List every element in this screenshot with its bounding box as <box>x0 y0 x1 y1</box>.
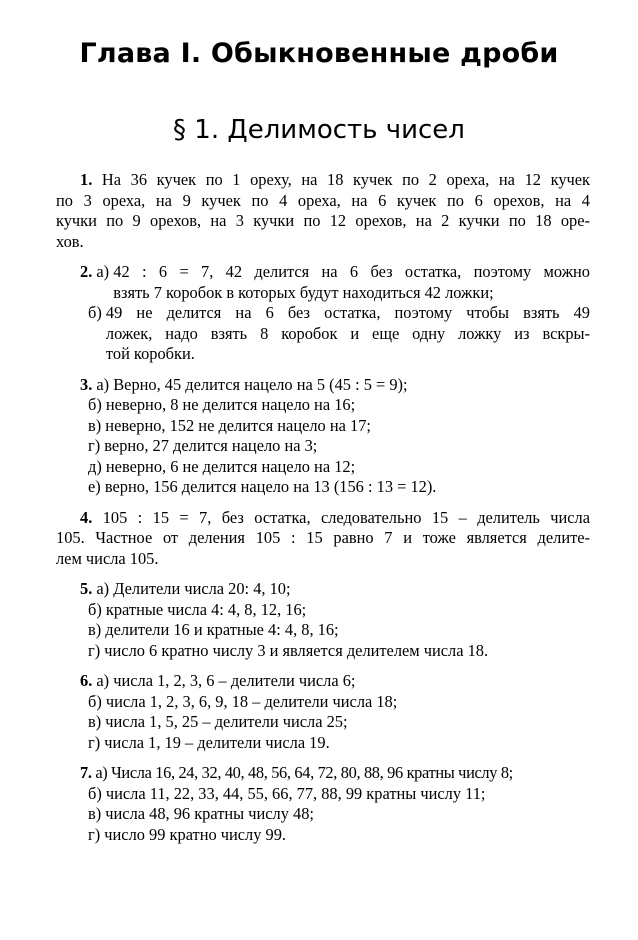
problem-7 <box>56 763 590 845</box>
problem-text: 105 : 15 = 7, без остатка, следовательно 15 – делитель числа <box>102 507 590 527</box>
problem-line: б) числа 1, 2, 3, 6, 9, 18 – делители числа 18; <box>88 691 398 711</box>
problem-number: 4. <box>80 507 93 527</box>
problem-line: д) неверно, 6 не делится нацело на 12; <box>88 456 356 476</box>
problem-number: 1. <box>80 170 93 189</box>
sub-item-a <box>56 262 590 303</box>
sub-item-lead <box>80 262 113 303</box>
problem-3 <box>56 375 590 498</box>
problem-line: г) число 99 кратно числу 99. <box>88 824 287 844</box>
problem-line <box>56 508 590 529</box>
problem-text: а) Верно, 45 делится нацело на 5 (45 : 5 = 9); <box>96 374 408 394</box>
problem-line <box>56 579 590 600</box>
problem-line: 105. Частное от деления 105 : 15 равно 7 и тоже является делите- <box>56 528 590 547</box>
sub-item-body <box>106 303 590 365</box>
problem-text: а) Числа 16, 24, 32, 40, 48, 56, 64, 72, 80, 88, 96 кратны числу 8; <box>95 763 513 782</box>
problem-line: в) неверно, 152 не делится нацело на 17; <box>88 415 371 435</box>
problem-text: а) Делители числа 20: 4, 10; <box>96 579 291 598</box>
problem-line: в) числа 1, 5, 25 – делители числа 25; <box>88 712 348 731</box>
problem-4 <box>56 508 590 570</box>
problem-number: 3. <box>80 374 93 394</box>
problem-number: 2. <box>80 262 93 281</box>
problem-number: 5. <box>80 579 93 598</box>
problem-line: в) числа 48, 96 кратны числу 48; <box>88 804 314 823</box>
problem-text: а) числа 1, 2, 3, 6 – делители числа 6; <box>96 671 356 690</box>
sub-item-body <box>113 262 590 303</box>
problem-line: хов. <box>56 231 84 251</box>
problem-5 <box>56 579 590 661</box>
problem-6 <box>56 671 590 753</box>
problem-line: в) делители 16 и кратные 4: 4, 8, 16; <box>88 620 339 639</box>
problem-line: ложек, надо взять 8 коробок и еще одну ложку из вскры- <box>105 323 590 343</box>
sub-item-b <box>56 303 590 365</box>
problem-text: На 36 кучек по 1 ореху, на 18 кучек по 2 ореха, на 12 кучек <box>101 170 590 189</box>
problem-number: 7. <box>80 763 92 782</box>
problem-line: б) неверно, 8 не делится нацело на 16; <box>88 395 356 414</box>
problem-line: е) верно, 156 делится нацело на 13 (156 : 13 = 12). <box>88 477 437 496</box>
solutions-content <box>56 170 590 855</box>
problem-line: кучки по 9 орехов, на 3 кучки по 12 орехов, на 2 кучки по 18 оре- <box>56 211 590 230</box>
problem-2 <box>56 262 590 365</box>
sub-item-letter: а) <box>96 262 110 281</box>
problem-line: г) числа 1, 19 – делители числа 19. <box>88 732 330 752</box>
problem-line <box>56 763 590 784</box>
section-title: § 1. Делимость чисел <box>173 115 465 145</box>
problem-line: взять 7 коробок в которых будут находиться 42 ложки; <box>113 282 494 302</box>
problem-line: лем числа 105. <box>56 548 159 568</box>
problem-line: б) кратные числа 4: 4, 8, 12, 16; <box>88 599 307 619</box>
problem-line: 49 не делится на 6 без остатка, поэтому чтобы взять 49 <box>105 303 590 322</box>
sub-item-letter: б) <box>88 303 102 322</box>
problem-line: г) число 6 кратно числу 3 и является делителем числа 18. <box>88 640 489 660</box>
problem-line: 42 : 6 = 7, 42 делится на 6 без остатка, поэтому можно <box>113 262 590 281</box>
problem-line: г) верно, 27 делится нацело на 3; <box>88 436 318 455</box>
problem-line <box>56 170 590 191</box>
problem-line <box>56 375 590 396</box>
problem-line <box>56 671 590 692</box>
problem-line: по 3 ореха, на 9 кучек по 4 ореха, на 6 кучек по 6 орехов, на 4 <box>56 190 590 210</box>
sub-item-lead <box>88 303 106 365</box>
problem-1 <box>56 170 590 252</box>
problem-line: той коробки. <box>105 344 195 363</box>
problem-line: б) числа 11, 22, 33, 44, 55, 66, 77, 88, 99 кратны числу 11; <box>88 783 486 803</box>
chapter-title: Глава I. Обыкновенные дроби <box>79 38 559 69</box>
problem-number: 6. <box>80 671 93 690</box>
